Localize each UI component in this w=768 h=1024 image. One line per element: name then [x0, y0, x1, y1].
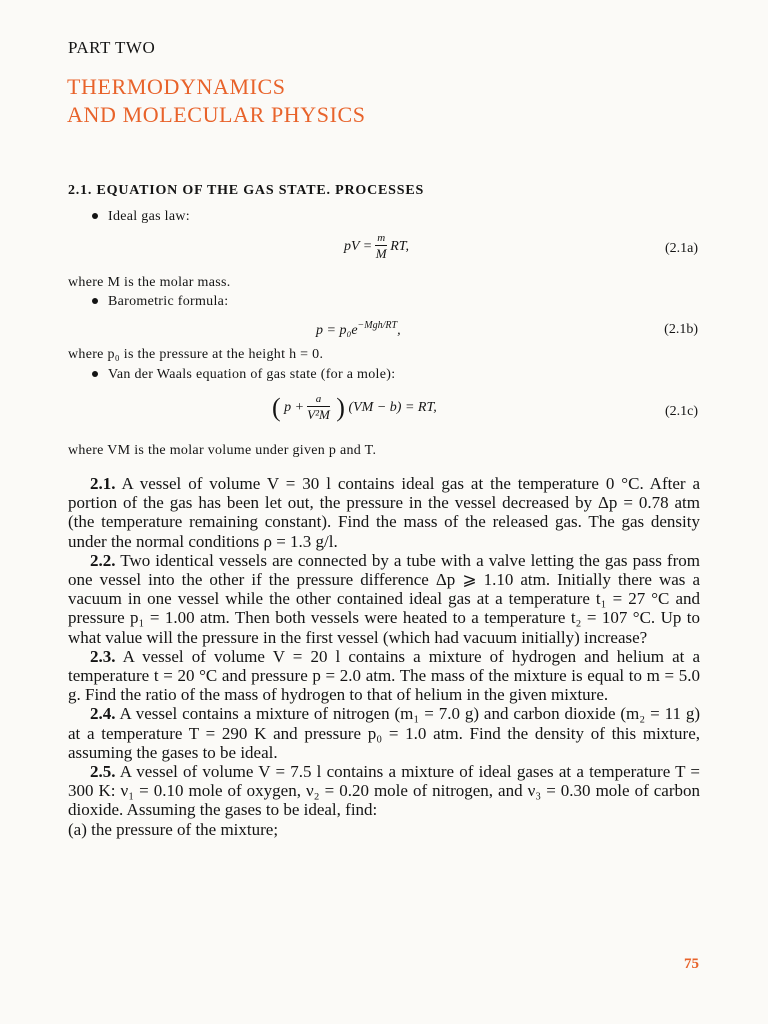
problem-number: 2.2. — [90, 550, 116, 570]
vdw-denominator: V²M — [307, 407, 330, 422]
bullet-icon — [92, 371, 98, 377]
ideal-eq-right: RT, — [390, 239, 410, 255]
ideal-eq-numerator: m — [377, 232, 386, 244]
vdw-label-text: Van der Waals equation of gas state (for a mole): — [108, 367, 396, 382]
part-heading: PART TWO — [68, 38, 156, 57]
ideal-eq-fraction — [375, 232, 387, 262]
vdw-equation — [272, 393, 437, 423]
ideal-gas-equation — [344, 232, 409, 262]
section-heading: 2.1. EQUATION OF THE GAS STATE. PROCESSES — [68, 183, 425, 198]
baro-eq-base: p = p₀e — [316, 323, 358, 338]
ideal-gas-note: where M is the molar mass. — [68, 275, 231, 290]
problem-2-2 — [68, 551, 700, 647]
barometric-equation — [316, 320, 401, 339]
eq-tag-2-1b: (2.1b) — [664, 322, 698, 337]
problem-text: A vessel of volume V = 7.5 l contains a mixture of ideal gases at a temperature T = 300 K: ν₁ = 0.10 mole of oxygen, ν₂ = 0.20 mole of nitrogen, and ν₃ = 0.30 mole of carbon dioxide. Assuming the gases to be ideal, find: — [68, 762, 701, 820]
problem-text: Two identical vessels are connected by a tube with a valve letting the gas pass from one vessel into the other if the pressure difference Δp ⩾ 1.10 atm. Initially there was a vacuum in one vessel while the other contained ideal gas at a temperature t₁ = 27 °C and pressure p₁ = 1.00 atm. Then both vessels were heated to a temperature t₂ = 107 °C. Up to what value will the pressure in the first vessel (which had vacuum initially) increase? — [68, 550, 700, 647]
problem-number: 2.3. — [90, 646, 116, 666]
vdw-right-paren: ) — [336, 393, 345, 422]
vdw-note: where VM is the molar volume under given p and T. — [68, 443, 377, 458]
ideal-eq-denominator: M — [375, 246, 387, 261]
problem-2-4 — [68, 704, 700, 762]
barometric-label — [92, 294, 228, 310]
ideal-gas-label-text: Ideal gas law: — [108, 209, 190, 224]
problem-text: A vessel contains a mixture of nitrogen (m₁ = 7.0 g) and carbon dioxide (m₂ = 11 g) at a temperature T = 290 K and pressure p₀ = 1.0 atm. Find the density of this mixture, assuming the gases to be ideal. — [68, 704, 700, 762]
problems-block — [68, 474, 700, 839]
problem-2-3 — [68, 647, 700, 705]
ideal-gas-label — [92, 209, 190, 225]
problem-number: 2.5. — [90, 762, 116, 782]
problem-number: 2.1. — [90, 474, 116, 493]
problem-2-1 — [68, 474, 700, 551]
vdw-fraction — [307, 393, 330, 423]
vdw-right: (VM − b) = RT, — [348, 400, 437, 416]
chapter-title-line-1: THERMODYNAMICS — [67, 74, 286, 99]
barometric-label-text: Barometric formula: — [108, 294, 229, 309]
bullet-icon — [92, 298, 98, 304]
problem-text: A vessel of volume V = 30 l contains ideal gas at the temperature 0 °C. After a portion of the gas has been let out, the pressure in the vessel decreased by Δp = 0.78 atm (the temperature remaining constant). Find the mass of the released gas. The gas density under the normal conditions ρ = 1.3 g/l. — [68, 474, 701, 551]
vdw-p: p + — [284, 400, 305, 416]
page-number: 75 — [684, 956, 699, 972]
baro-eq-exponent: −Mgh/RT — [357, 320, 398, 331]
chapter-title-line-2: AND MOLECULAR PHYSICS — [67, 102, 366, 127]
vdw-left-paren: ( — [272, 393, 281, 422]
vdw-label — [92, 367, 395, 383]
eq-tag-2-1c: (2.1c) — [664, 404, 698, 419]
problem-2-5-part-a: (a) the pressure of the mixture; — [68, 819, 279, 839]
eq-tag-2-1a: (2.1a) — [664, 241, 698, 256]
problem-number: 2.4. — [90, 704, 116, 724]
bullet-icon — [92, 213, 98, 219]
problem-text: A vessel of volume V = 20 l contains a mixture of hydrogen and helium at a temperature t = 20 °C and pressure p = 2.0 atm. The mass of the mixture is equal to m = 5.0 g. Find the ratio of the mass of hydrogen to that of helium in the given mixture. — [68, 646, 701, 705]
barometric-note: where p₀ is the pressure at the height h = 0. — [68, 347, 324, 362]
ideal-eq-left: pV = — [344, 239, 373, 255]
baro-eq-comma: , — [397, 323, 401, 338]
vdw-numerator: a — [307, 393, 330, 407]
problem-2-5 — [68, 762, 700, 820]
